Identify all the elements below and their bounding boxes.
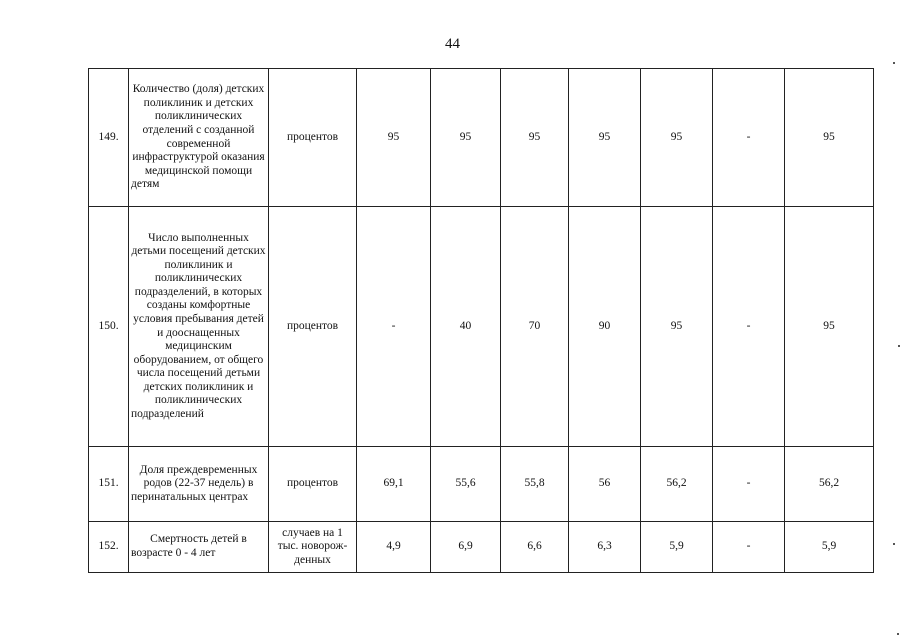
row-value: 5,9 — [641, 522, 713, 573]
page-number: 44 — [445, 36, 460, 52]
row-value: 55,8 — [501, 447, 569, 522]
row-value: 95 — [431, 69, 501, 207]
row-value: - — [713, 522, 785, 573]
row-unit: процентов — [269, 207, 357, 447]
row-value: 95 — [641, 207, 713, 447]
row-value: 95 — [569, 69, 641, 207]
row-unit: случаев на 1 тыс. новорож-денных — [269, 522, 357, 573]
row-value: 6,9 — [431, 522, 501, 573]
row-value: 90 — [569, 207, 641, 447]
table-row — [89, 522, 874, 573]
row-value: - — [713, 69, 785, 207]
row-value: - — [713, 207, 785, 447]
row-value: 56,2 — [641, 447, 713, 522]
row-value: 95 — [501, 69, 569, 207]
row-number: 151. — [89, 447, 129, 522]
row-description: Доля преждевременных родов (22-37 недель) в перинатальных центрах — [129, 447, 269, 522]
row-value: 55,6 — [431, 447, 501, 522]
table-row — [89, 207, 874, 447]
table-row — [89, 69, 874, 207]
row-value: 5,9 — [785, 522, 874, 573]
row-value: 4,9 — [357, 522, 431, 573]
row-value: 6,6 — [501, 522, 569, 573]
row-description: Смертность детей в возрасте 0 - 4 лет — [129, 522, 269, 573]
row-value: 40 — [431, 207, 501, 447]
table-row — [89, 447, 874, 522]
row-unit: процентов — [269, 447, 357, 522]
row-value: 69,1 — [357, 447, 431, 522]
row-description: Количество (доля) детских поликлиник и детских поликлинических отделений с созданной современной инфраструктурой оказания медицинской помощи детям — [129, 69, 269, 207]
row-value: 95 — [641, 69, 713, 207]
row-number: 149. — [89, 69, 129, 207]
row-value: 70 — [501, 207, 569, 447]
row-description: Число выполненных детьми посещений детских поликлиник и поликлинических подразделений, в которых созданы комфортные условия пребывания детей и дооснащенных медицинским оборудованием, от общего числа посещений детьми детских поликлиник и поликлинических подразделений — [129, 207, 269, 447]
row-value: 95 — [357, 69, 431, 207]
indicators-table — [88, 68, 874, 573]
row-number: 152. — [89, 522, 129, 573]
row-value: 6,3 — [569, 522, 641, 573]
row-value: - — [357, 207, 431, 447]
row-number: 150. — [89, 207, 129, 447]
row-value: 56 — [569, 447, 641, 522]
row-value: 95 — [785, 207, 874, 447]
row-value: 95 — [785, 69, 874, 207]
row-value: 56,2 — [785, 447, 874, 522]
row-value: - — [713, 447, 785, 522]
row-unit: процентов — [269, 69, 357, 207]
